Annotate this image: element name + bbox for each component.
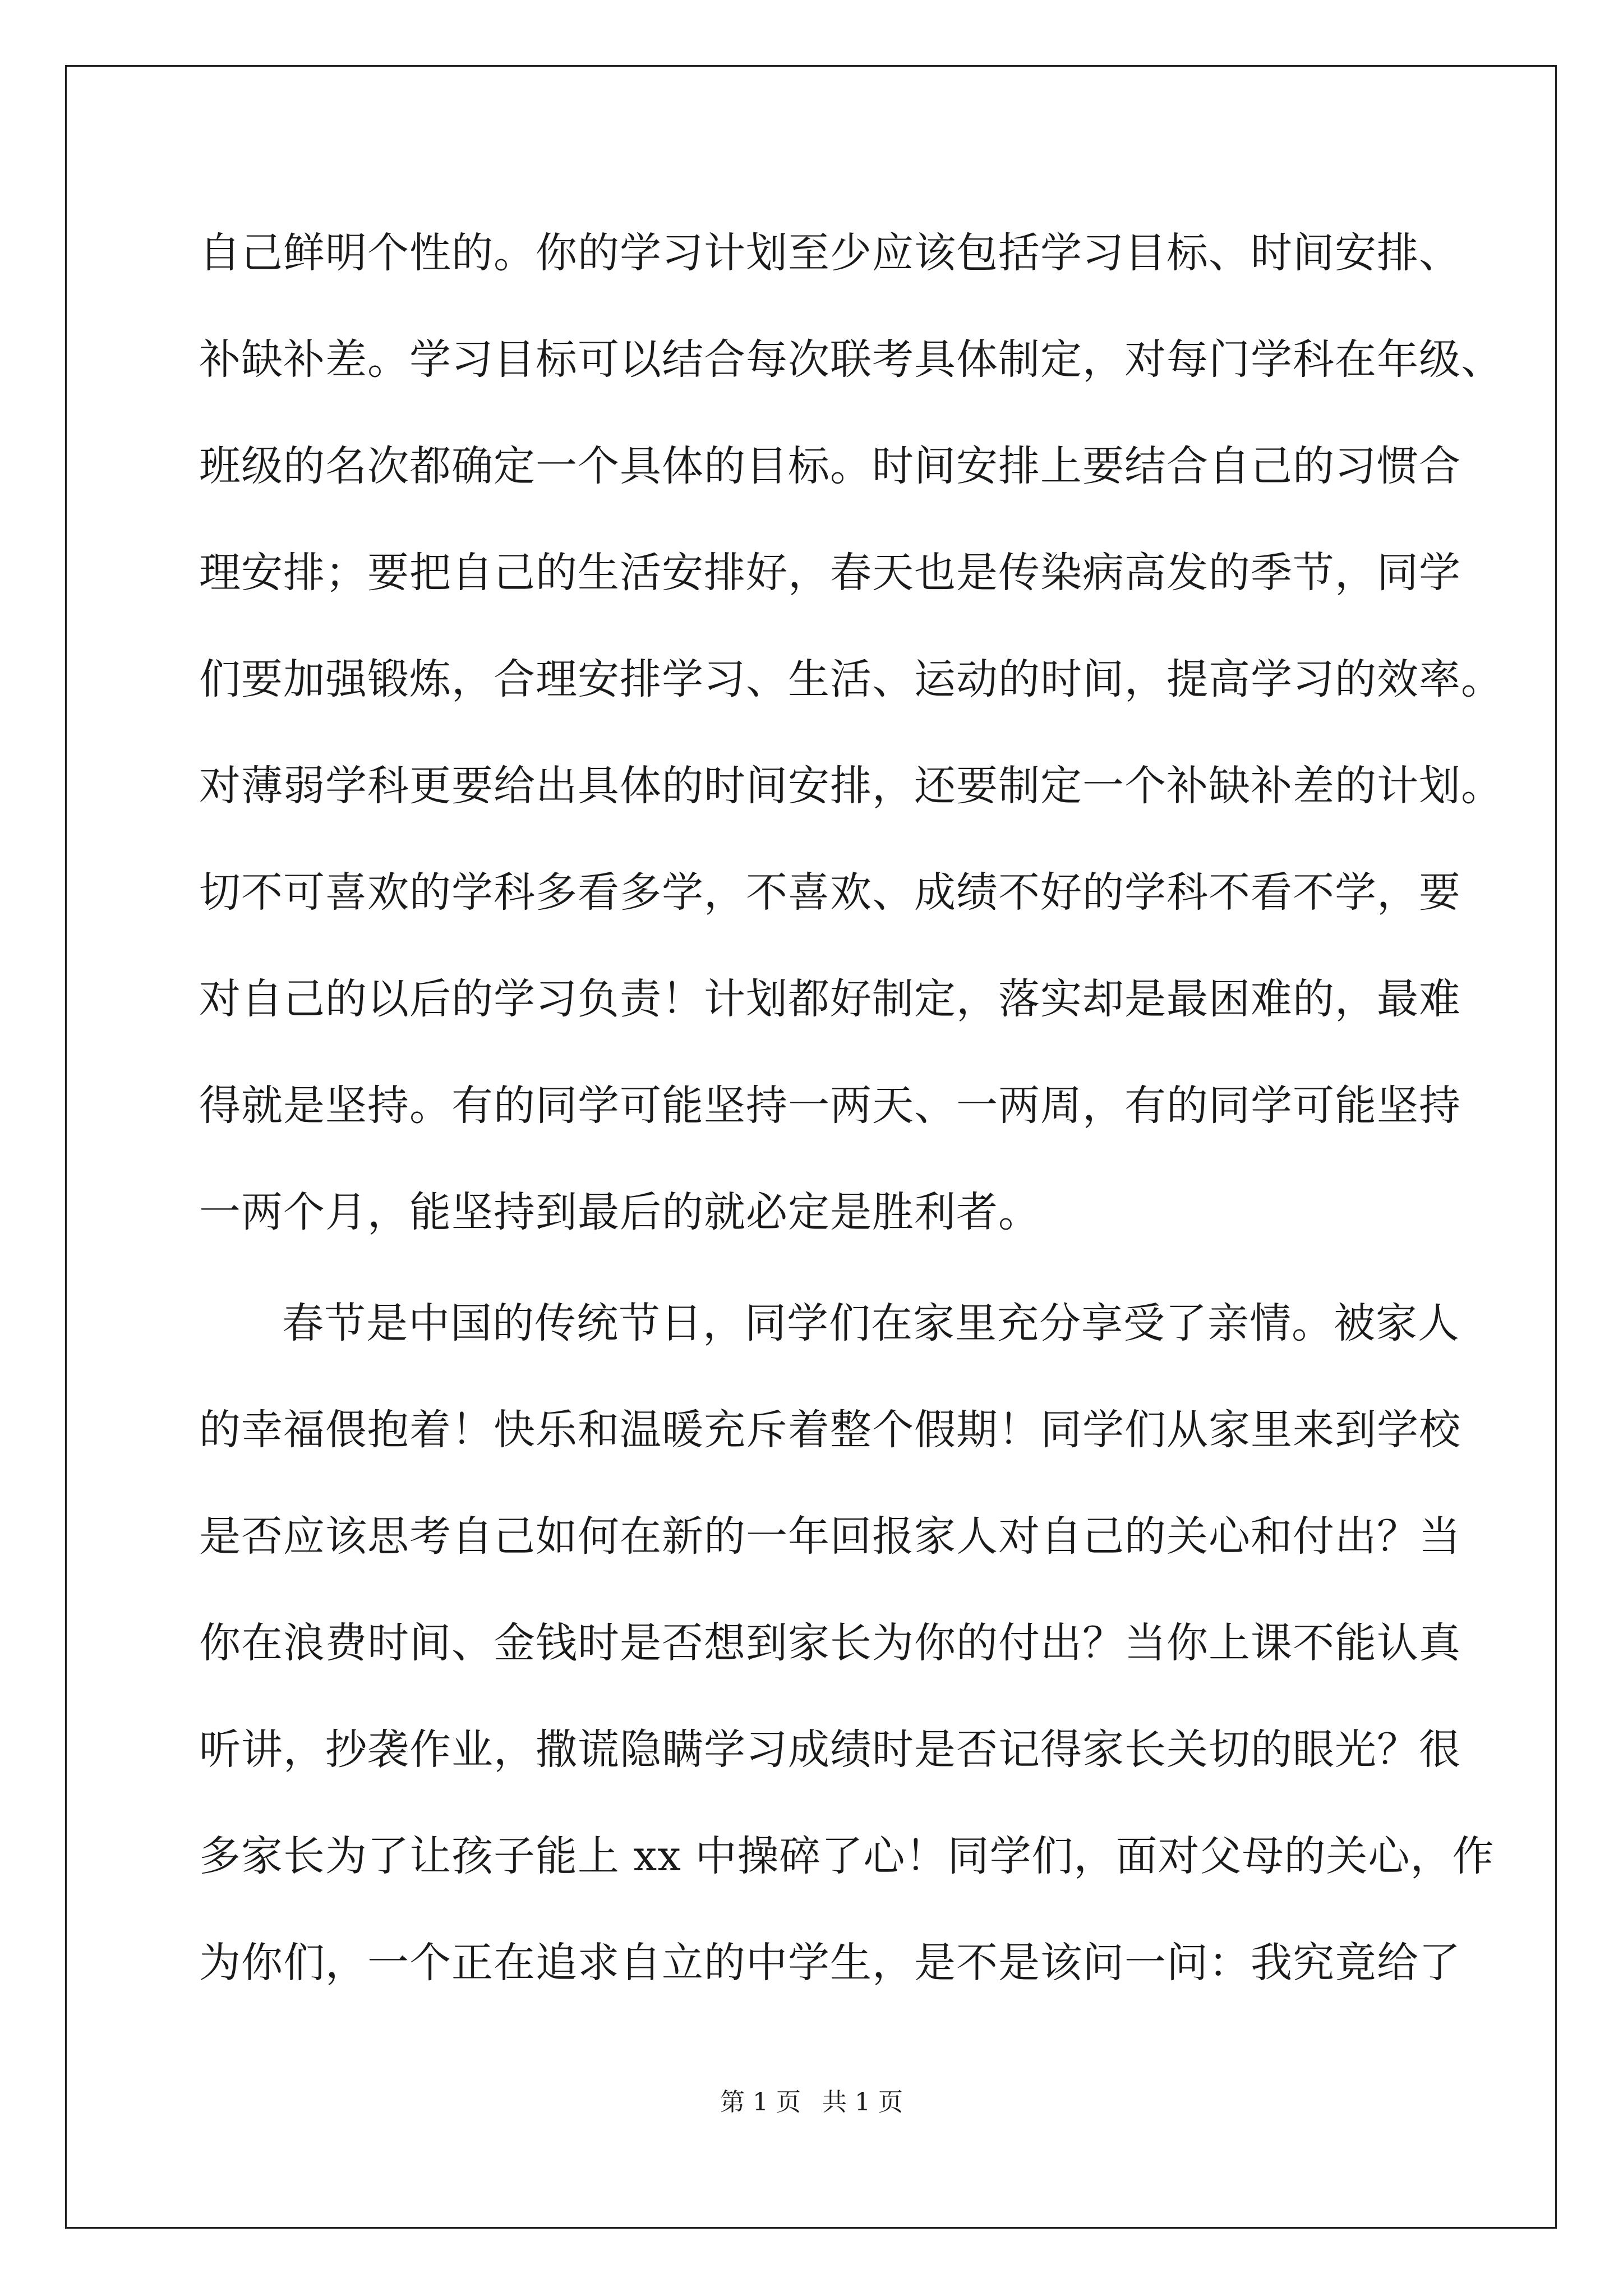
text-line: 的幸福偎抱着！快乐和温暖充斥着整个假期！同学们从家里来到学校 <box>199 1406 1461 1454</box>
text-line: 对薄弱学科更要给出具体的时间安排，还要制定一个补缺补差的计划。 <box>199 762 1503 810</box>
text-line: 班级的名次都确定一个具体的目标。时间安排上要结合自己的习惯合 <box>199 442 1461 490</box>
page-number: 第 1 页 <box>720 2088 801 2116</box>
page-footer <box>0 2086 1623 2119</box>
text-line: 为你们，一个正在追求自立的中学生，是不是该问一问：我究竟给了 <box>199 1939 1461 1987</box>
text-line: 们要加强锻炼，合理安排学习、生活、运动的时间，提高学习的效率。 <box>199 655 1503 703</box>
text-line: 切不可喜欢的学科多看多学，不喜欢、成绩不好的学科不看不学，要 <box>199 868 1461 917</box>
text-line: 多家长为了让孩子能上 xx 中操碎了心！同学们，面对父母的关心，作 <box>199 1832 1495 1880</box>
text-line: 得就是坚持。有的同学可能坚持一两天、一两周，有的同学可能坚持 <box>199 1082 1461 1130</box>
text-line: 对自己的以后的学习负责！计划都好制定，落实却是最困难的，最难 <box>199 975 1461 1023</box>
text-line: 是否应该思考自己如何在新的一年回报家人对自己的关心和付出？当 <box>199 1512 1461 1561</box>
text-line: 听讲，抄袭作业，撒谎隐瞒学习成绩时是否记得家长关切的眼光？很 <box>199 1726 1461 1774</box>
document-body <box>199 200 1503 2016</box>
paragraph-start-line: 春节是中国的传统节日，同学们在家里充分享受了亲情。被家人 <box>282 1299 1460 1347</box>
text-line: 你在浪费时间、金钱时是否想到家长为你的付出？当你上课不能认真 <box>199 1619 1461 1667</box>
text-line: 理安排；要把自己的生活安排好，春天也是传染病高发的季节，同学 <box>199 549 1461 597</box>
text-line: 一两个月，能坚持到最后的就必定是胜利者。 <box>199 1188 1040 1236</box>
page-total: 共 1 页 <box>822 2088 903 2116</box>
text-line: 补缺补差。学习目标可以结合每次联考具体制定，对每门学科在年级、 <box>199 335 1503 384</box>
text-line: 自己鲜明个性的。你的学习计划至少应该包括学习目标、时间安排、 <box>199 229 1461 277</box>
